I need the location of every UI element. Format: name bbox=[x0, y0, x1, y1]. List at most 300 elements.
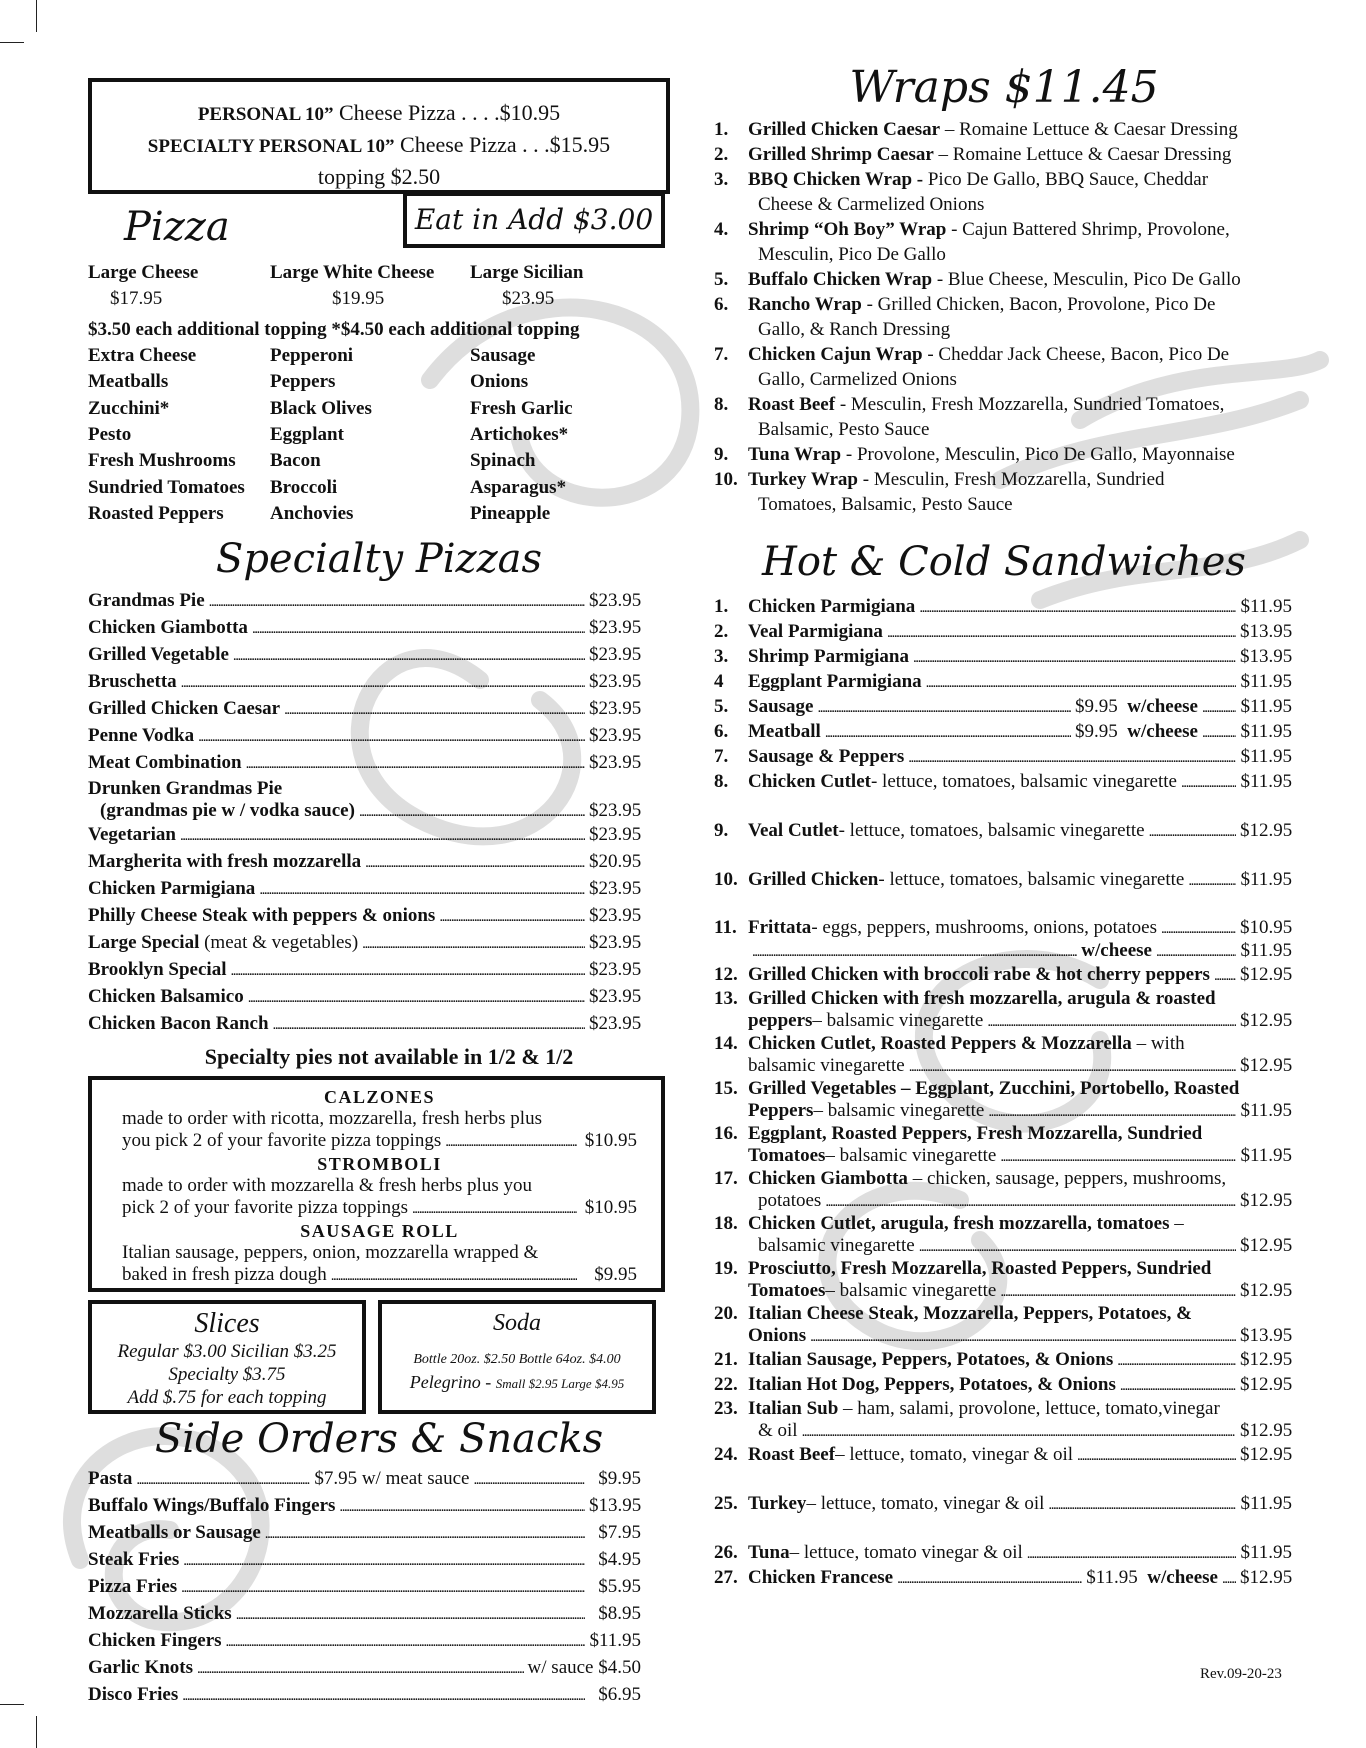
stromboli-description: pick 2 of your favorite pizza toppings bbox=[122, 1196, 408, 1218]
item-description: Tomatoes, Balsamic, Pesto Sauce bbox=[758, 494, 1013, 515]
sausage-roll-heading: SAUSAGE ROLL bbox=[300, 1220, 459, 1241]
item-name: Grilled Vegetable bbox=[88, 643, 229, 665]
multi-line-item bbox=[714, 1303, 1294, 1348]
item-number: 1. bbox=[714, 596, 729, 617]
item-price: $12.95 bbox=[1240, 820, 1293, 841]
multi-line-item bbox=[714, 1078, 1294, 1123]
item-price: $11.95 bbox=[1240, 869, 1292, 890]
menu-row bbox=[714, 770, 1292, 795]
with-cheese-label: w/cheese bbox=[1147, 1567, 1218, 1588]
menu-row bbox=[88, 750, 641, 777]
wraps-title: Wraps $11.45 bbox=[849, 62, 1159, 113]
item-name: Meatball bbox=[748, 721, 821, 742]
item-price: $12.95 bbox=[1240, 1374, 1293, 1395]
menu-row bbox=[88, 1520, 641, 1547]
item-description: - Mesculin, Fresh Mozzarella, Sundried Tomatoes, bbox=[835, 394, 1225, 415]
item-name: Chicken Balsamico bbox=[88, 985, 244, 1007]
item-number: 15. bbox=[714, 1078, 738, 1099]
item-description: - Provolone, Mesculin, Pico De Gallo, Mayonnaise bbox=[841, 444, 1235, 465]
item-price: $11.95 bbox=[1086, 1567, 1138, 1588]
item-number: 9. bbox=[714, 820, 729, 841]
item-number: 13. bbox=[714, 988, 738, 1009]
item-name: Chicken Bacon Ranch bbox=[88, 1012, 269, 1034]
toppings-grid bbox=[88, 343, 670, 528]
item-price: $11.95 bbox=[1240, 596, 1292, 617]
item-number: 10. bbox=[714, 869, 738, 890]
item-name: Margherita with fresh mozzarella bbox=[88, 850, 362, 872]
menu-row bbox=[714, 1010, 1292, 1033]
item-description: - Grilled Chicken, Bacon, Provolone, Pico De bbox=[861, 294, 1216, 315]
item-name: Vegetarian bbox=[88, 823, 176, 845]
item-number: 18. bbox=[714, 1213, 738, 1234]
item-number: 2. bbox=[714, 621, 729, 642]
list-item bbox=[714, 142, 1294, 167]
specialty-pizza-list bbox=[88, 588, 670, 1038]
item-price: $23.95 bbox=[589, 799, 642, 821]
menu-row bbox=[88, 588, 641, 615]
item-name: Chicken Francese bbox=[748, 1567, 894, 1588]
item-price: $23.95 bbox=[589, 877, 642, 899]
menu-row bbox=[88, 1628, 641, 1655]
item-description: - lettuce, tomatoes, balsamic vinegarette bbox=[870, 771, 1177, 792]
item-name: Grilled Chicken bbox=[748, 869, 879, 890]
topping-item: Bacon bbox=[270, 450, 321, 472]
menu-row bbox=[88, 669, 641, 696]
menu-row bbox=[88, 1493, 641, 1520]
slices-specialty-price: Specialty $3.75 bbox=[168, 1363, 286, 1385]
item-number: 14. bbox=[714, 1033, 738, 1054]
large-white-cheese-price: $19.95 bbox=[332, 288, 385, 310]
item-name: Chicken Cutlet bbox=[748, 771, 871, 792]
sandwiches-list bbox=[714, 595, 1294, 1591]
item-name: Disco Fries bbox=[88, 1683, 179, 1705]
menu-row bbox=[88, 801, 641, 822]
item-description: - lettuce, tomatoes, balsamic vinegarette bbox=[878, 869, 1185, 890]
topping-item: Onions bbox=[470, 371, 529, 393]
item-description: Mesculin, Pico De Gallo bbox=[758, 244, 946, 265]
menu-row bbox=[88, 984, 641, 1011]
item-description: Pico De Gallo, BBQ Sauce, Cheddar bbox=[923, 169, 1209, 190]
menu-row bbox=[88, 1655, 641, 1682]
item-number: 27. bbox=[714, 1567, 738, 1588]
item-price: $13.95 bbox=[1240, 621, 1293, 642]
item-price: $23.95 bbox=[589, 751, 642, 773]
menu-row bbox=[88, 723, 641, 750]
item-name: Grilled Shrimp Caesar bbox=[748, 144, 934, 165]
item-number: 4. bbox=[714, 219, 729, 240]
item-price: $12.95 bbox=[1240, 1349, 1293, 1370]
item-price: $11.95 bbox=[1240, 696, 1292, 717]
item-number: 26. bbox=[714, 1542, 738, 1563]
item-number: 7. bbox=[714, 344, 729, 365]
item-description: - Mesculin, Fresh Mozzarella, Sundried bbox=[858, 469, 1165, 490]
item-number: 12. bbox=[714, 964, 738, 985]
calzones-box bbox=[88, 1076, 665, 1292]
calzones-description: made to order with ricotta, mozzarella, fresh herbs plus bbox=[122, 1107, 542, 1129]
item-price: $23.95 bbox=[589, 958, 642, 980]
item-name: Grilled Chicken Caesar bbox=[88, 697, 281, 719]
menu-row bbox=[714, 720, 1292, 745]
crop-mark bbox=[36, 1716, 37, 1748]
topping-item: Extra Cheese bbox=[88, 344, 197, 366]
item-description: Cheese & Carmelized Onions bbox=[758, 194, 985, 215]
item-name: Brooklyn Special bbox=[88, 958, 227, 980]
item-price: $11.95 bbox=[1240, 746, 1292, 767]
item-name: Eggplant Parmigiana bbox=[748, 671, 922, 692]
item-name: Rancho Wrap bbox=[748, 294, 862, 315]
item-name: Grilled Chicken with fresh mozzarella, arugula & roasted bbox=[748, 988, 1216, 1009]
topping-item: Peppers bbox=[270, 371, 336, 393]
item-price: $23.95 bbox=[589, 670, 642, 692]
menu-row bbox=[88, 615, 641, 642]
menu-row bbox=[88, 1601, 641, 1628]
topping-item: Black Olives bbox=[270, 397, 372, 419]
item-name: Sausage & Peppers bbox=[748, 746, 905, 767]
topping-item: Zucchini* bbox=[88, 397, 170, 419]
topping-item: Anchovies bbox=[270, 503, 354, 525]
menu-row bbox=[714, 1443, 1292, 1468]
item-price: $12.95 bbox=[1240, 1055, 1293, 1076]
topping-item: Asparagus* bbox=[470, 476, 567, 498]
item-name: Chicken Cutlet, arugula, fresh mozzarella, tomatoes bbox=[748, 1213, 1170, 1234]
item-price: $11.95 bbox=[1240, 1493, 1292, 1514]
item-name: Chicken Cajun Wrap bbox=[748, 344, 923, 365]
personal-label: PERSONAL 10” bbox=[197, 104, 334, 125]
slices-box bbox=[88, 1300, 366, 1414]
item-number: 6. bbox=[714, 294, 729, 315]
item-price: $13.95 bbox=[1240, 1325, 1293, 1346]
list-item bbox=[714, 292, 1294, 317]
item-description: balsamic vinegarette bbox=[758, 1235, 915, 1256]
crop-mark bbox=[0, 42, 24, 43]
item-name: Chicken Giambotta bbox=[748, 1168, 908, 1189]
item-name: Pasta bbox=[88, 1467, 133, 1489]
menu-row bbox=[122, 1197, 637, 1220]
specialty-personal-label: SPECIALTY PERSONAL 10” bbox=[147, 136, 395, 157]
item-name: Veal Parmigiana bbox=[748, 621, 883, 642]
multi-line-item bbox=[714, 988, 1294, 1033]
multi-line-item bbox=[714, 1168, 1294, 1213]
item-number: 3. bbox=[714, 646, 729, 667]
menu-row bbox=[714, 940, 1292, 963]
with-cheese-label: w/cheese bbox=[1127, 721, 1198, 742]
menu-row bbox=[714, 1420, 1292, 1443]
item-name: Turkey Wrap bbox=[748, 469, 858, 490]
menu-row bbox=[714, 963, 1292, 988]
item-number: 8. bbox=[714, 771, 729, 792]
item-description: – balsamic vinegarette bbox=[813, 1100, 985, 1121]
item-name: Steak Fries bbox=[88, 1548, 180, 1570]
menu-row bbox=[714, 1190, 1292, 1213]
item-name: Peppers bbox=[748, 1100, 814, 1121]
menu-row bbox=[88, 1547, 641, 1574]
list-item bbox=[714, 217, 1294, 242]
topping-item: Pesto bbox=[88, 424, 132, 446]
menu-row bbox=[714, 1373, 1292, 1398]
item-number: 1. bbox=[714, 119, 729, 140]
item-number: 8. bbox=[714, 394, 729, 415]
item-number: 20. bbox=[714, 1303, 738, 1324]
item-price: $11.95 bbox=[589, 1629, 641, 1651]
item-description: – lettuce, tomato, vinegar & oil bbox=[806, 1493, 1045, 1514]
item-price: $7.95 w/ meat sauce bbox=[314, 1467, 470, 1489]
menu-row bbox=[714, 917, 1292, 940]
specialty-pizzas-title: Specialty Pizzas bbox=[215, 535, 543, 582]
topping-item: Eggplant bbox=[270, 424, 344, 446]
item-name: Shrimp Parmigiana bbox=[748, 646, 909, 667]
item-price: $13.95 bbox=[1240, 646, 1293, 667]
item-price: $23.95 bbox=[589, 1012, 642, 1034]
item-description: - eggs, peppers, mushrooms, onions, potatoes bbox=[811, 917, 1157, 938]
topping-item: Meatballs bbox=[88, 371, 169, 393]
item-description: (meat & vegetables) bbox=[199, 931, 359, 953]
item-description: Gallo, Carmelized Onions bbox=[758, 369, 957, 390]
item-name: Shrimp “Oh Boy” Wrap bbox=[748, 219, 947, 240]
item-name: Chicken Fingers bbox=[88, 1629, 222, 1651]
item-name: Chicken Parmigiana bbox=[88, 877, 256, 899]
menu-row bbox=[714, 1541, 1292, 1566]
sausage-roll-description: baked in fresh pizza dough bbox=[122, 1263, 327, 1285]
item-name: Tomatoes bbox=[748, 1145, 826, 1166]
menu-row bbox=[714, 868, 1292, 893]
item-price: $11.95 bbox=[1240, 940, 1292, 961]
slices-title: Slices bbox=[194, 1307, 260, 1339]
topping-item: Broccoli bbox=[270, 476, 338, 498]
slices-prices: Regular $3.00 Sicilian $3.25 bbox=[117, 1340, 337, 1362]
item-number: 19. bbox=[714, 1258, 738, 1279]
item-price: $9.95 bbox=[1075, 721, 1118, 742]
topping-item: Spinach bbox=[470, 450, 536, 472]
sausage-roll-price: $9.95 bbox=[594, 1263, 637, 1285]
item-name: Sausage bbox=[748, 696, 814, 717]
multi-line-item bbox=[714, 1033, 1294, 1078]
large-sicilian-price: $23.95 bbox=[502, 288, 555, 310]
item-price: $12.95 bbox=[1240, 1420, 1293, 1441]
item-subtitle: (grandmas pie w / vodka sauce) bbox=[100, 799, 355, 821]
menu-row bbox=[714, 1100, 1292, 1123]
item-price: w/ sauce $4.50 bbox=[527, 1656, 641, 1678]
menu-row bbox=[714, 1235, 1292, 1258]
item-number: 10. bbox=[714, 469, 738, 490]
item-description: – Romaine Lettuce & Caesar Dressing bbox=[933, 144, 1232, 165]
item-number: 17. bbox=[714, 1168, 738, 1189]
item-name: Tuna Wrap bbox=[748, 444, 842, 465]
multi-line-item bbox=[714, 1213, 1294, 1258]
item-description: – balsamic vinegarette bbox=[812, 1010, 984, 1031]
item-name: Onions bbox=[748, 1325, 807, 1346]
item-price: $12.95 bbox=[1240, 1444, 1293, 1465]
with-cheese-label: w/cheese bbox=[1081, 940, 1152, 961]
topping-pricing: $3.50 each additional topping *$4.50 each additional topping bbox=[88, 318, 580, 340]
item-name: Roast Beef bbox=[748, 394, 836, 415]
menu-row bbox=[88, 1574, 641, 1601]
menu-row bbox=[714, 620, 1292, 645]
eat-in-surcharge-box: Eat in Add $3.00 bbox=[403, 192, 665, 248]
item-price: $8.95 bbox=[598, 1602, 641, 1624]
calzones-heading: CALZONES bbox=[323, 1086, 436, 1107]
item-description: - Cheddar Jack Cheese, Bacon, Pico De bbox=[922, 344, 1230, 365]
menu-row bbox=[714, 670, 1292, 695]
soda-bottle-prices: Bottle 20oz. $2.50 Bottle 64oz. $4.00 bbox=[413, 1351, 621, 1367]
menu-row bbox=[88, 1682, 641, 1709]
item-name: Penne Vodka bbox=[88, 724, 195, 746]
menu-row bbox=[122, 1264, 637, 1287]
item-price: $7.95 bbox=[598, 1521, 641, 1543]
item-name: Frittata bbox=[748, 917, 812, 938]
multi-line-item bbox=[714, 1398, 1294, 1443]
item-name: Roast Beef bbox=[748, 1444, 836, 1465]
specialty-notice: Specialty pies not available in 1/2 & 1/2 bbox=[204, 1043, 574, 1069]
item-name: Prosciutto, Fresh Mozzarella, Roasted Peppers, Sundried bbox=[748, 1258, 1212, 1279]
topping-item: Sundried Tomatoes bbox=[88, 476, 245, 498]
menu-row bbox=[714, 1566, 1292, 1591]
large-cheese-price: $17.95 bbox=[110, 288, 163, 310]
stromboli-heading: STROMBOLI bbox=[317, 1153, 442, 1174]
menu-row bbox=[714, 1325, 1292, 1348]
item-description: – balsamic vinegarette bbox=[825, 1280, 997, 1301]
item-number: 2. bbox=[714, 144, 729, 165]
crop-mark bbox=[0, 1704, 24, 1705]
topping-item: Sausage bbox=[470, 344, 536, 366]
large-sicilian-label: Large Sicilian bbox=[470, 262, 584, 283]
item-name: Drunken Grandmas Pie bbox=[88, 777, 283, 799]
item-name: Buffalo Wings/Buffalo Fingers bbox=[88, 1494, 336, 1516]
wraps-list bbox=[714, 117, 1294, 517]
item-name: Meatballs or Sausage bbox=[88, 1521, 261, 1543]
item-name: Grilled Vegetables – Eggplant, Zucchini, Portobello, Roasted bbox=[748, 1078, 1240, 1099]
pizza-title: Pizza bbox=[124, 204, 230, 250]
personal-price: Cheese Pizza . . . .$10.95 bbox=[339, 100, 561, 125]
large-white-cheese-label: Large White Cheese bbox=[270, 262, 435, 283]
side-orders-title: Side Orders & Snacks bbox=[154, 1415, 604, 1462]
stromboli-price: $10.95 bbox=[584, 1196, 637, 1218]
item-price: $20.95 bbox=[589, 850, 642, 872]
item-price: $12.95 bbox=[1240, 1190, 1293, 1211]
side-orders-list bbox=[88, 1466, 670, 1709]
menu-row bbox=[714, 695, 1292, 720]
menu-row bbox=[714, 1055, 1292, 1078]
item-description: Gallo, & Ranch Dressing bbox=[758, 319, 951, 340]
topping-item: Fresh Garlic bbox=[470, 397, 573, 419]
item-price: $9.95 bbox=[1075, 696, 1118, 717]
menu-row bbox=[88, 957, 641, 984]
specialty-personal-price: Cheese Pizza . . .$15.95 bbox=[400, 132, 611, 157]
item-price: $23.95 bbox=[589, 643, 642, 665]
item-number: 21. bbox=[714, 1349, 738, 1370]
menu-row bbox=[88, 849, 641, 876]
item-name: Italian Sausage, Peppers, Potatoes, & Onions bbox=[748, 1349, 1114, 1370]
menu-row bbox=[122, 1130, 637, 1153]
item-price: $6.95 bbox=[598, 1683, 641, 1705]
topping-item: Fresh Mushrooms bbox=[88, 450, 236, 472]
item-price: $23.95 bbox=[589, 985, 642, 1007]
item-description: – bbox=[1169, 1213, 1184, 1234]
item-number: 16. bbox=[714, 1123, 738, 1144]
topping-item: Artichokes* bbox=[470, 424, 569, 446]
item-description: – Romaine Lettuce & Caesar Dressing bbox=[940, 119, 1238, 140]
menu-row bbox=[88, 777, 641, 801]
item-price: $23.95 bbox=[589, 724, 642, 746]
item-price: $11.95 bbox=[1240, 671, 1292, 692]
item-price: $9.95 bbox=[598, 1467, 641, 1489]
list-item bbox=[714, 117, 1294, 142]
list-item bbox=[714, 442, 1294, 467]
menu-row bbox=[714, 1492, 1292, 1517]
item-price: $23.95 bbox=[589, 823, 642, 845]
item-price: $23.95 bbox=[589, 697, 642, 719]
item-name: Tuna bbox=[748, 1542, 790, 1563]
item-name: Tomatoes bbox=[748, 1280, 826, 1301]
item-number: 3. bbox=[714, 169, 729, 190]
calzones-description: you pick 2 of your favorite pizza toppings bbox=[122, 1129, 442, 1151]
item-number: 4 bbox=[714, 671, 724, 692]
topping-item: Pineapple bbox=[470, 503, 551, 525]
soda-title: Soda bbox=[493, 1309, 541, 1336]
item-name: Chicken Parmigiana bbox=[748, 596, 916, 617]
item-description: – ham, salami, provolone, lettuce, tomato,vinegar bbox=[838, 1398, 1220, 1419]
item-description: - lettuce, tomatoes, balsamic vinegarette bbox=[838, 820, 1145, 841]
large-pizza-row bbox=[88, 260, 670, 286]
item-name: Philly Cheese Steak with peppers & onions bbox=[88, 904, 436, 926]
item-description: – lettuce, tomato, vinegar & oil bbox=[835, 1444, 1074, 1465]
pelegrino-label: Pelegrino - bbox=[409, 1371, 496, 1392]
item-name: Eggplant, Roasted Peppers, Fresh Mozzarella, Sundried bbox=[748, 1123, 1203, 1144]
item-description: - Blue Cheese, Mesculin, Pico De Gallo bbox=[932, 269, 1241, 290]
with-cheese-label: w/cheese bbox=[1127, 696, 1198, 717]
menu-row bbox=[714, 1280, 1292, 1303]
item-price: $12.95 bbox=[1240, 1567, 1293, 1588]
item-number: 6. bbox=[714, 721, 729, 742]
item-number: 24. bbox=[714, 1444, 738, 1465]
item-number: 5. bbox=[714, 696, 729, 717]
item-description: - Cajun Battered Shrimp, Provolone, bbox=[946, 219, 1230, 240]
right-column bbox=[714, 62, 1294, 1591]
list-item bbox=[714, 167, 1294, 192]
revision-date: Rev.09-20-23 bbox=[1200, 1666, 1282, 1682]
item-price: $5.95 bbox=[598, 1575, 641, 1597]
sandwiches-title: Hot & Cold Sandwiches bbox=[762, 539, 1246, 585]
item-price: $23.95 bbox=[589, 589, 642, 611]
menu-row bbox=[714, 1145, 1292, 1168]
item-price: $12.95 bbox=[1240, 1280, 1293, 1301]
item-name: Mozzarella Sticks bbox=[88, 1602, 232, 1624]
multi-line-item bbox=[714, 1123, 1294, 1168]
item-name: peppers bbox=[748, 1010, 813, 1031]
item-price: $13.95 bbox=[589, 1494, 642, 1516]
menu-row bbox=[714, 1348, 1292, 1373]
personal-topping-price: topping $2.50 bbox=[317, 164, 441, 189]
item-price: $4.95 bbox=[598, 1548, 641, 1570]
item-name: Buffalo Chicken Wrap bbox=[748, 269, 933, 290]
item-price: $12.95 bbox=[1240, 964, 1293, 985]
large-pizza-prices bbox=[88, 286, 670, 312]
item-name: Chicken Cutlet, Roasted Peppers & Mozzarella bbox=[748, 1033, 1132, 1054]
stromboli-description: made to order with mozzarella & fresh herbs plus you bbox=[122, 1174, 532, 1196]
item-description: – chicken, sausage, peppers, mushrooms, bbox=[907, 1168, 1227, 1189]
list-item bbox=[714, 467, 1294, 492]
item-description: & oil bbox=[758, 1420, 798, 1441]
pelegrino-prices: Small $2.95 Large $4.95 bbox=[495, 1375, 625, 1391]
item-price: $11.95 bbox=[1240, 1145, 1292, 1166]
menu-row bbox=[714, 645, 1292, 670]
menu-row bbox=[88, 822, 641, 849]
item-name: Italian Cheese Steak, Mozzarella, Peppers, Potatoes, & bbox=[748, 1303, 1192, 1324]
item-name: Grandmas Pie bbox=[88, 589, 205, 611]
item-name: Chicken Giambotta bbox=[88, 616, 248, 638]
item-price: $11.95 bbox=[1240, 1100, 1292, 1121]
menu-row bbox=[714, 819, 1292, 844]
item-price: $23.95 bbox=[589, 616, 642, 638]
